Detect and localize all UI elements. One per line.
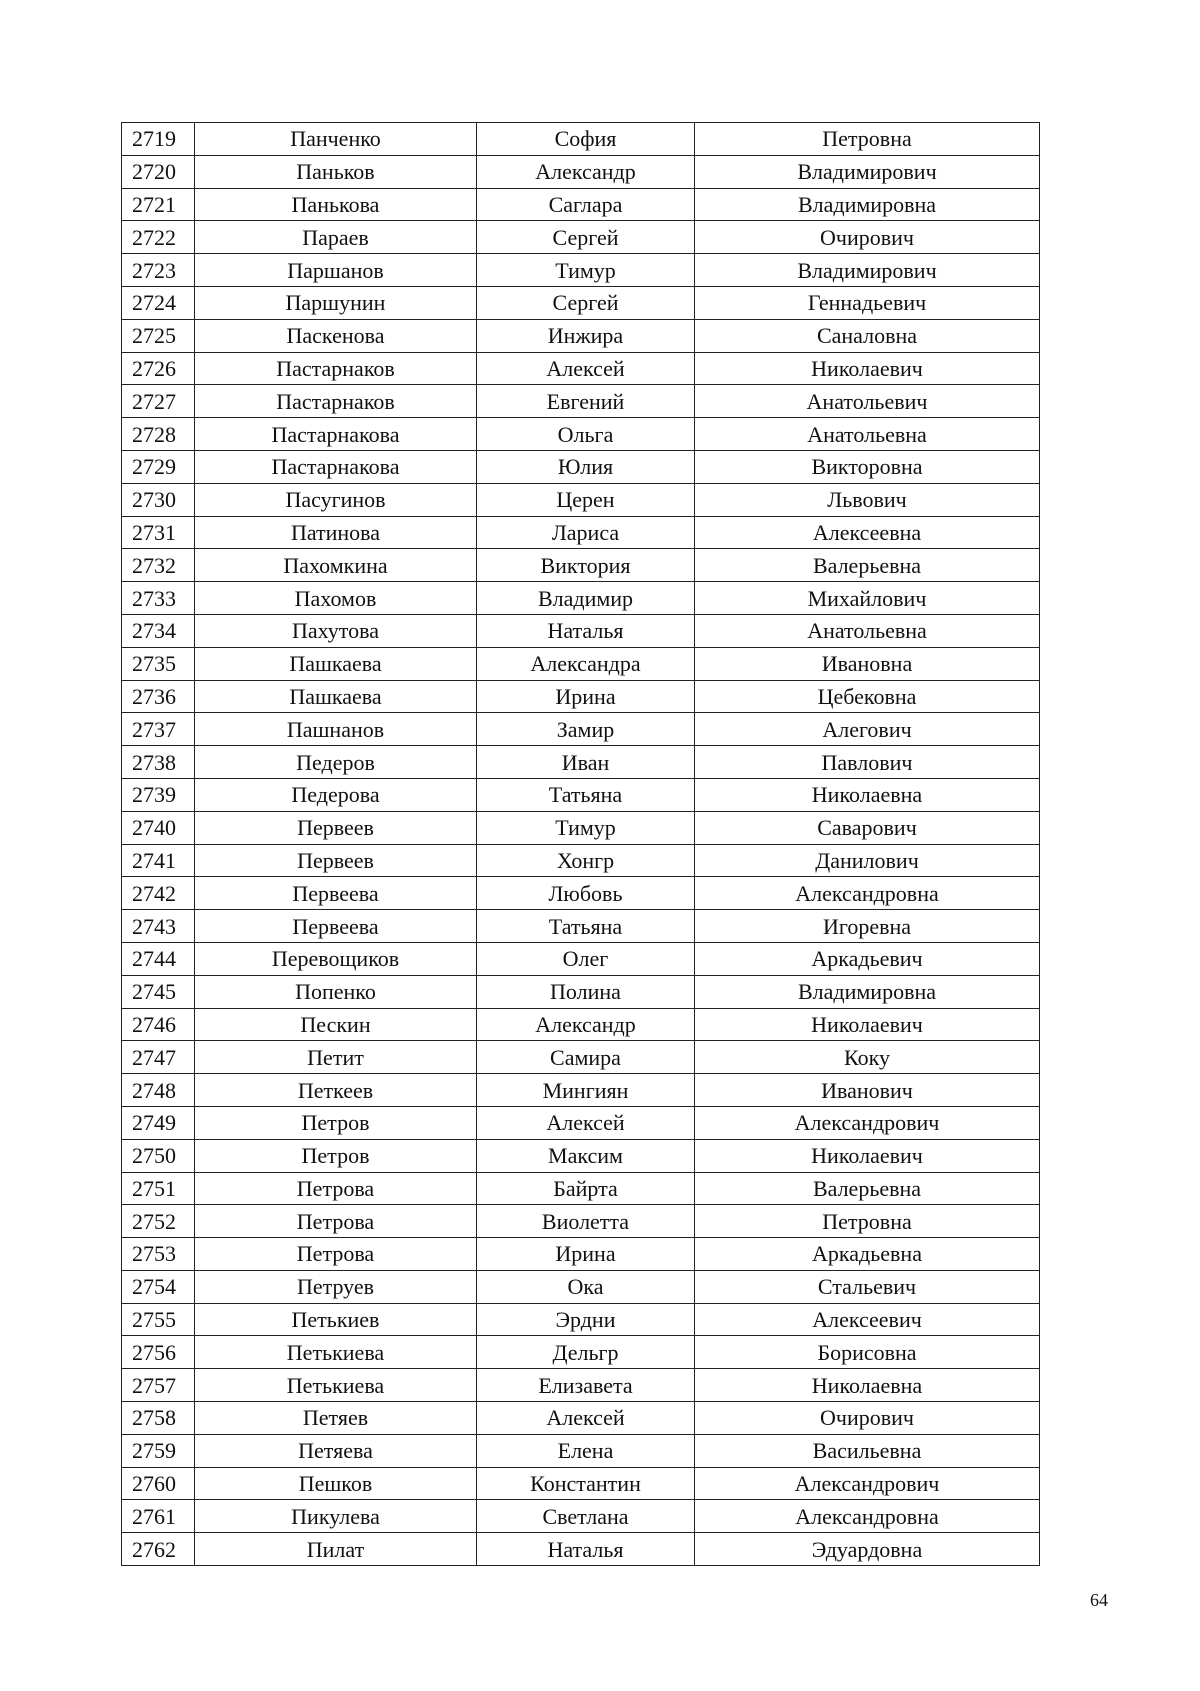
last-name-cell: Пахутова xyxy=(195,614,477,647)
last-name-cell: Паскенова xyxy=(195,319,477,352)
table-row xyxy=(122,516,1040,549)
patronymic-cell: Александровна xyxy=(695,1500,1040,1533)
row-number-cell: 2749 xyxy=(122,1106,195,1139)
last-name-cell: Петкеев xyxy=(195,1074,477,1107)
last-name-cell: Первеева xyxy=(195,877,477,910)
last-name-cell: Петит xyxy=(195,1041,477,1074)
row-number-cell: 2727 xyxy=(122,385,195,418)
patronymic-cell: Эдуардовна xyxy=(695,1533,1040,1566)
patronymic-cell: Александрович xyxy=(695,1106,1040,1139)
patronymic-cell: Владимирович xyxy=(695,155,1040,188)
first-name-cell: Мингиян xyxy=(477,1074,695,1107)
table-row xyxy=(122,1074,1040,1107)
table-row xyxy=(122,1139,1040,1172)
row-number-cell: 2751 xyxy=(122,1172,195,1205)
table-row xyxy=(122,1008,1040,1041)
last-name-cell: Пахомов xyxy=(195,582,477,615)
patronymic-cell: Данилович xyxy=(695,844,1040,877)
patronymic-cell: Геннадьевич xyxy=(695,286,1040,319)
table-row xyxy=(122,1303,1040,1336)
table-row xyxy=(122,942,1040,975)
last-name-cell: Пешков xyxy=(195,1467,477,1500)
table-row xyxy=(122,910,1040,943)
table-row xyxy=(122,1467,1040,1500)
patronymic-cell: Цебековна xyxy=(695,680,1040,713)
first-name-cell: Инжира xyxy=(477,319,695,352)
first-name-cell: Сергей xyxy=(477,221,695,254)
table-row xyxy=(122,1402,1040,1435)
last-name-cell: Петров xyxy=(195,1139,477,1172)
patronymic-cell: Ивановна xyxy=(695,647,1040,680)
last-name-cell: Петров xyxy=(195,1106,477,1139)
first-name-cell: Замир xyxy=(477,713,695,746)
last-name-cell: Пастарнаков xyxy=(195,385,477,418)
row-number-cell: 2738 xyxy=(122,746,195,779)
patronymic-cell: Аркадьевич xyxy=(695,942,1040,975)
row-number-cell: 2756 xyxy=(122,1336,195,1369)
last-name-cell: Петькиева xyxy=(195,1369,477,1402)
row-number-cell: 2737 xyxy=(122,713,195,746)
row-number-cell: 2722 xyxy=(122,221,195,254)
patronymic-cell: Анатольевич xyxy=(695,385,1040,418)
patronymic-cell: Алегович xyxy=(695,713,1040,746)
row-number-cell: 2732 xyxy=(122,549,195,582)
first-name-cell: Наталья xyxy=(477,614,695,647)
first-name-cell: Татьяна xyxy=(477,910,695,943)
first-name-cell: Виолетта xyxy=(477,1205,695,1238)
first-name-cell: Лариса xyxy=(477,516,695,549)
first-name-cell: Александр xyxy=(477,155,695,188)
last-name-cell: Пастарнаков xyxy=(195,352,477,385)
table-row xyxy=(122,975,1040,1008)
last-name-cell: Патинова xyxy=(195,516,477,549)
patronymic-cell: Саналовна xyxy=(695,319,1040,352)
last-name-cell: Пашнанов xyxy=(195,713,477,746)
patronymic-cell: Очирович xyxy=(695,221,1040,254)
row-number-cell: 2733 xyxy=(122,582,195,615)
first-name-cell: Любовь xyxy=(477,877,695,910)
table-row xyxy=(122,319,1040,352)
patronymic-cell: Викторовна xyxy=(695,450,1040,483)
patronymic-cell: Александровна xyxy=(695,877,1040,910)
table-row xyxy=(122,483,1040,516)
first-name-cell: Тимур xyxy=(477,811,695,844)
table-row xyxy=(122,1533,1040,1566)
last-name-cell: Пасугинов xyxy=(195,483,477,516)
table-row xyxy=(122,1041,1040,1074)
row-number-cell: 2739 xyxy=(122,778,195,811)
first-name-cell: Алексей xyxy=(477,1106,695,1139)
row-number-cell: 2747 xyxy=(122,1041,195,1074)
row-number-cell: 2759 xyxy=(122,1434,195,1467)
last-name-cell: Паршанов xyxy=(195,254,477,287)
patronymic-cell: Николаевич xyxy=(695,1139,1040,1172)
table-row xyxy=(122,877,1040,910)
last-name-cell: Петяев xyxy=(195,1402,477,1435)
last-name-cell: Панченко xyxy=(195,123,477,156)
row-number-cell: 2746 xyxy=(122,1008,195,1041)
first-name-cell: София xyxy=(477,123,695,156)
patronymic-cell: Николаевич xyxy=(695,1008,1040,1041)
row-number-cell: 2741 xyxy=(122,844,195,877)
table-row xyxy=(122,155,1040,188)
records-table xyxy=(121,122,1040,1566)
patronymic-cell: Валерьевна xyxy=(695,549,1040,582)
row-number-cell: 2740 xyxy=(122,811,195,844)
last-name-cell: Пескин xyxy=(195,1008,477,1041)
table-row xyxy=(122,188,1040,221)
first-name-cell: Ока xyxy=(477,1270,695,1303)
last-name-cell: Петрова xyxy=(195,1238,477,1271)
last-name-cell: Первеев xyxy=(195,811,477,844)
table-row xyxy=(122,286,1040,319)
table-row xyxy=(122,352,1040,385)
table-row xyxy=(122,778,1040,811)
first-name-cell: Алексей xyxy=(477,1402,695,1435)
patronymic-cell: Стальевич xyxy=(695,1270,1040,1303)
last-name-cell: Петькиев xyxy=(195,1303,477,1336)
row-number-cell: 2734 xyxy=(122,614,195,647)
first-name-cell: Константин xyxy=(477,1467,695,1500)
table-row xyxy=(122,680,1040,713)
patronymic-cell: Петровна xyxy=(695,1205,1040,1238)
last-name-cell: Пастарнакова xyxy=(195,450,477,483)
patronymic-cell: Саварович xyxy=(695,811,1040,844)
table-row xyxy=(122,385,1040,418)
table-row xyxy=(122,1172,1040,1205)
patronymic-cell: Анатольевна xyxy=(695,614,1040,647)
row-number-cell: 2731 xyxy=(122,516,195,549)
last-name-cell: Пастарнакова xyxy=(195,418,477,451)
row-number-cell: 2726 xyxy=(122,352,195,385)
table-row xyxy=(122,1500,1040,1533)
row-number-cell: 2760 xyxy=(122,1467,195,1500)
patronymic-cell: Анатольевна xyxy=(695,418,1040,451)
first-name-cell: Полина xyxy=(477,975,695,1008)
table-row xyxy=(122,811,1040,844)
last-name-cell: Петруев xyxy=(195,1270,477,1303)
first-name-cell: Хонгр xyxy=(477,844,695,877)
table-row xyxy=(122,614,1040,647)
row-number-cell: 2735 xyxy=(122,647,195,680)
patronymic-cell: Николаевич xyxy=(695,352,1040,385)
row-number-cell: 2719 xyxy=(122,123,195,156)
row-number-cell: 2744 xyxy=(122,942,195,975)
table-row xyxy=(122,1369,1040,1402)
table-row xyxy=(122,254,1040,287)
row-number-cell: 2758 xyxy=(122,1402,195,1435)
last-name-cell: Педеров xyxy=(195,746,477,779)
first-name-cell: Сергей xyxy=(477,286,695,319)
patronymic-cell: Владимировна xyxy=(695,188,1040,221)
row-number-cell: 2742 xyxy=(122,877,195,910)
first-name-cell: Евгений xyxy=(477,385,695,418)
row-number-cell: 2750 xyxy=(122,1139,195,1172)
table-row xyxy=(122,1205,1040,1238)
first-name-cell: Церен xyxy=(477,483,695,516)
patronymic-cell: Владимирович xyxy=(695,254,1040,287)
patronymic-cell: Васильевна xyxy=(695,1434,1040,1467)
first-name-cell: Максим xyxy=(477,1139,695,1172)
table-row xyxy=(122,1434,1040,1467)
row-number-cell: 2725 xyxy=(122,319,195,352)
last-name-cell: Пахомкина xyxy=(195,549,477,582)
row-number-cell: 2720 xyxy=(122,155,195,188)
last-name-cell: Паршунин xyxy=(195,286,477,319)
last-name-cell: Петькиева xyxy=(195,1336,477,1369)
row-number-cell: 2730 xyxy=(122,483,195,516)
table-row xyxy=(122,713,1040,746)
first-name-cell: Владимир xyxy=(477,582,695,615)
row-number-cell: 2753 xyxy=(122,1238,195,1271)
first-name-cell: Александр xyxy=(477,1008,695,1041)
records-table-body xyxy=(122,123,1040,1566)
patronymic-cell: Борисовна xyxy=(695,1336,1040,1369)
last-name-cell: Пашкаева xyxy=(195,647,477,680)
first-name-cell: Татьяна xyxy=(477,778,695,811)
first-name-cell: Светлана xyxy=(477,1500,695,1533)
first-name-cell: Дельгр xyxy=(477,1336,695,1369)
row-number-cell: 2755 xyxy=(122,1303,195,1336)
patronymic-cell: Львович xyxy=(695,483,1040,516)
table-row xyxy=(122,1238,1040,1271)
first-name-cell: Байрта xyxy=(477,1172,695,1205)
row-number-cell: 2736 xyxy=(122,680,195,713)
first-name-cell: Елена xyxy=(477,1434,695,1467)
last-name-cell: Пикулева xyxy=(195,1500,477,1533)
patronymic-cell: Очирович xyxy=(695,1402,1040,1435)
last-name-cell: Попенко xyxy=(195,975,477,1008)
last-name-cell: Пилат xyxy=(195,1533,477,1566)
first-name-cell: Иван xyxy=(477,746,695,779)
patronymic-cell: Коку xyxy=(695,1041,1040,1074)
first-name-cell: Виктория xyxy=(477,549,695,582)
patronymic-cell: Николаевна xyxy=(695,778,1040,811)
row-number-cell: 2754 xyxy=(122,1270,195,1303)
patronymic-cell: Павлович xyxy=(695,746,1040,779)
row-number-cell: 2761 xyxy=(122,1500,195,1533)
table-row xyxy=(122,582,1040,615)
row-number-cell: 2729 xyxy=(122,450,195,483)
patronymic-cell: Николаевна xyxy=(695,1369,1040,1402)
table-row xyxy=(122,123,1040,156)
first-name-cell: Елизавета xyxy=(477,1369,695,1402)
row-number-cell: 2752 xyxy=(122,1205,195,1238)
row-number-cell: 2757 xyxy=(122,1369,195,1402)
table-row xyxy=(122,450,1040,483)
patronymic-cell: Алексеевна xyxy=(695,516,1040,549)
patronymic-cell: Алексеевич xyxy=(695,1303,1040,1336)
first-name-cell: Самира xyxy=(477,1041,695,1074)
patronymic-cell: Александрович xyxy=(695,1467,1040,1500)
last-name-cell: Параев xyxy=(195,221,477,254)
patronymic-cell: Иванович xyxy=(695,1074,1040,1107)
last-name-cell: Перевощиков xyxy=(195,942,477,975)
patronymic-cell: Аркадьевна xyxy=(695,1238,1040,1271)
table-row xyxy=(122,844,1040,877)
row-number-cell: 2723 xyxy=(122,254,195,287)
row-number-cell: 2762 xyxy=(122,1533,195,1566)
first-name-cell: Юлия xyxy=(477,450,695,483)
table-row xyxy=(122,746,1040,779)
last-name-cell: Первеева xyxy=(195,910,477,943)
patronymic-cell: Михайлович xyxy=(695,582,1040,615)
first-name-cell: Алексей xyxy=(477,352,695,385)
first-name-cell: Наталья xyxy=(477,1533,695,1566)
first-name-cell: Эрдни xyxy=(477,1303,695,1336)
patronymic-cell: Петровна xyxy=(695,123,1040,156)
patronymic-cell: Владимировна xyxy=(695,975,1040,1008)
row-number-cell: 2748 xyxy=(122,1074,195,1107)
first-name-cell: Ирина xyxy=(477,1238,695,1271)
table-row xyxy=(122,221,1040,254)
table-row xyxy=(122,418,1040,451)
first-name-cell: Олег xyxy=(477,942,695,975)
first-name-cell: Ирина xyxy=(477,680,695,713)
patronymic-cell: Валерьевна xyxy=(695,1172,1040,1205)
last-name-cell: Петрова xyxy=(195,1205,477,1238)
last-name-cell: Петрова xyxy=(195,1172,477,1205)
first-name-cell: Тимур xyxy=(477,254,695,287)
table-row xyxy=(122,647,1040,680)
last-name-cell: Паньков xyxy=(195,155,477,188)
row-number-cell: 2745 xyxy=(122,975,195,1008)
last-name-cell: Пашкаева xyxy=(195,680,477,713)
first-name-cell: Александра xyxy=(477,647,695,680)
last-name-cell: Первеев xyxy=(195,844,477,877)
table-row xyxy=(122,549,1040,582)
row-number-cell: 2724 xyxy=(122,286,195,319)
last-name-cell: Петяева xyxy=(195,1434,477,1467)
page-number: 64 xyxy=(1090,1590,1108,1610)
last-name-cell: Панькова xyxy=(195,188,477,221)
table-row xyxy=(122,1336,1040,1369)
table-row xyxy=(122,1270,1040,1303)
first-name-cell: Саглара xyxy=(477,188,695,221)
row-number-cell: 2728 xyxy=(122,418,195,451)
row-number-cell: 2721 xyxy=(122,188,195,221)
row-number-cell: 2743 xyxy=(122,910,195,943)
first-name-cell: Ольга xyxy=(477,418,695,451)
last-name-cell: Педерова xyxy=(195,778,477,811)
patronymic-cell: Игоревна xyxy=(695,910,1040,943)
table-row xyxy=(122,1106,1040,1139)
